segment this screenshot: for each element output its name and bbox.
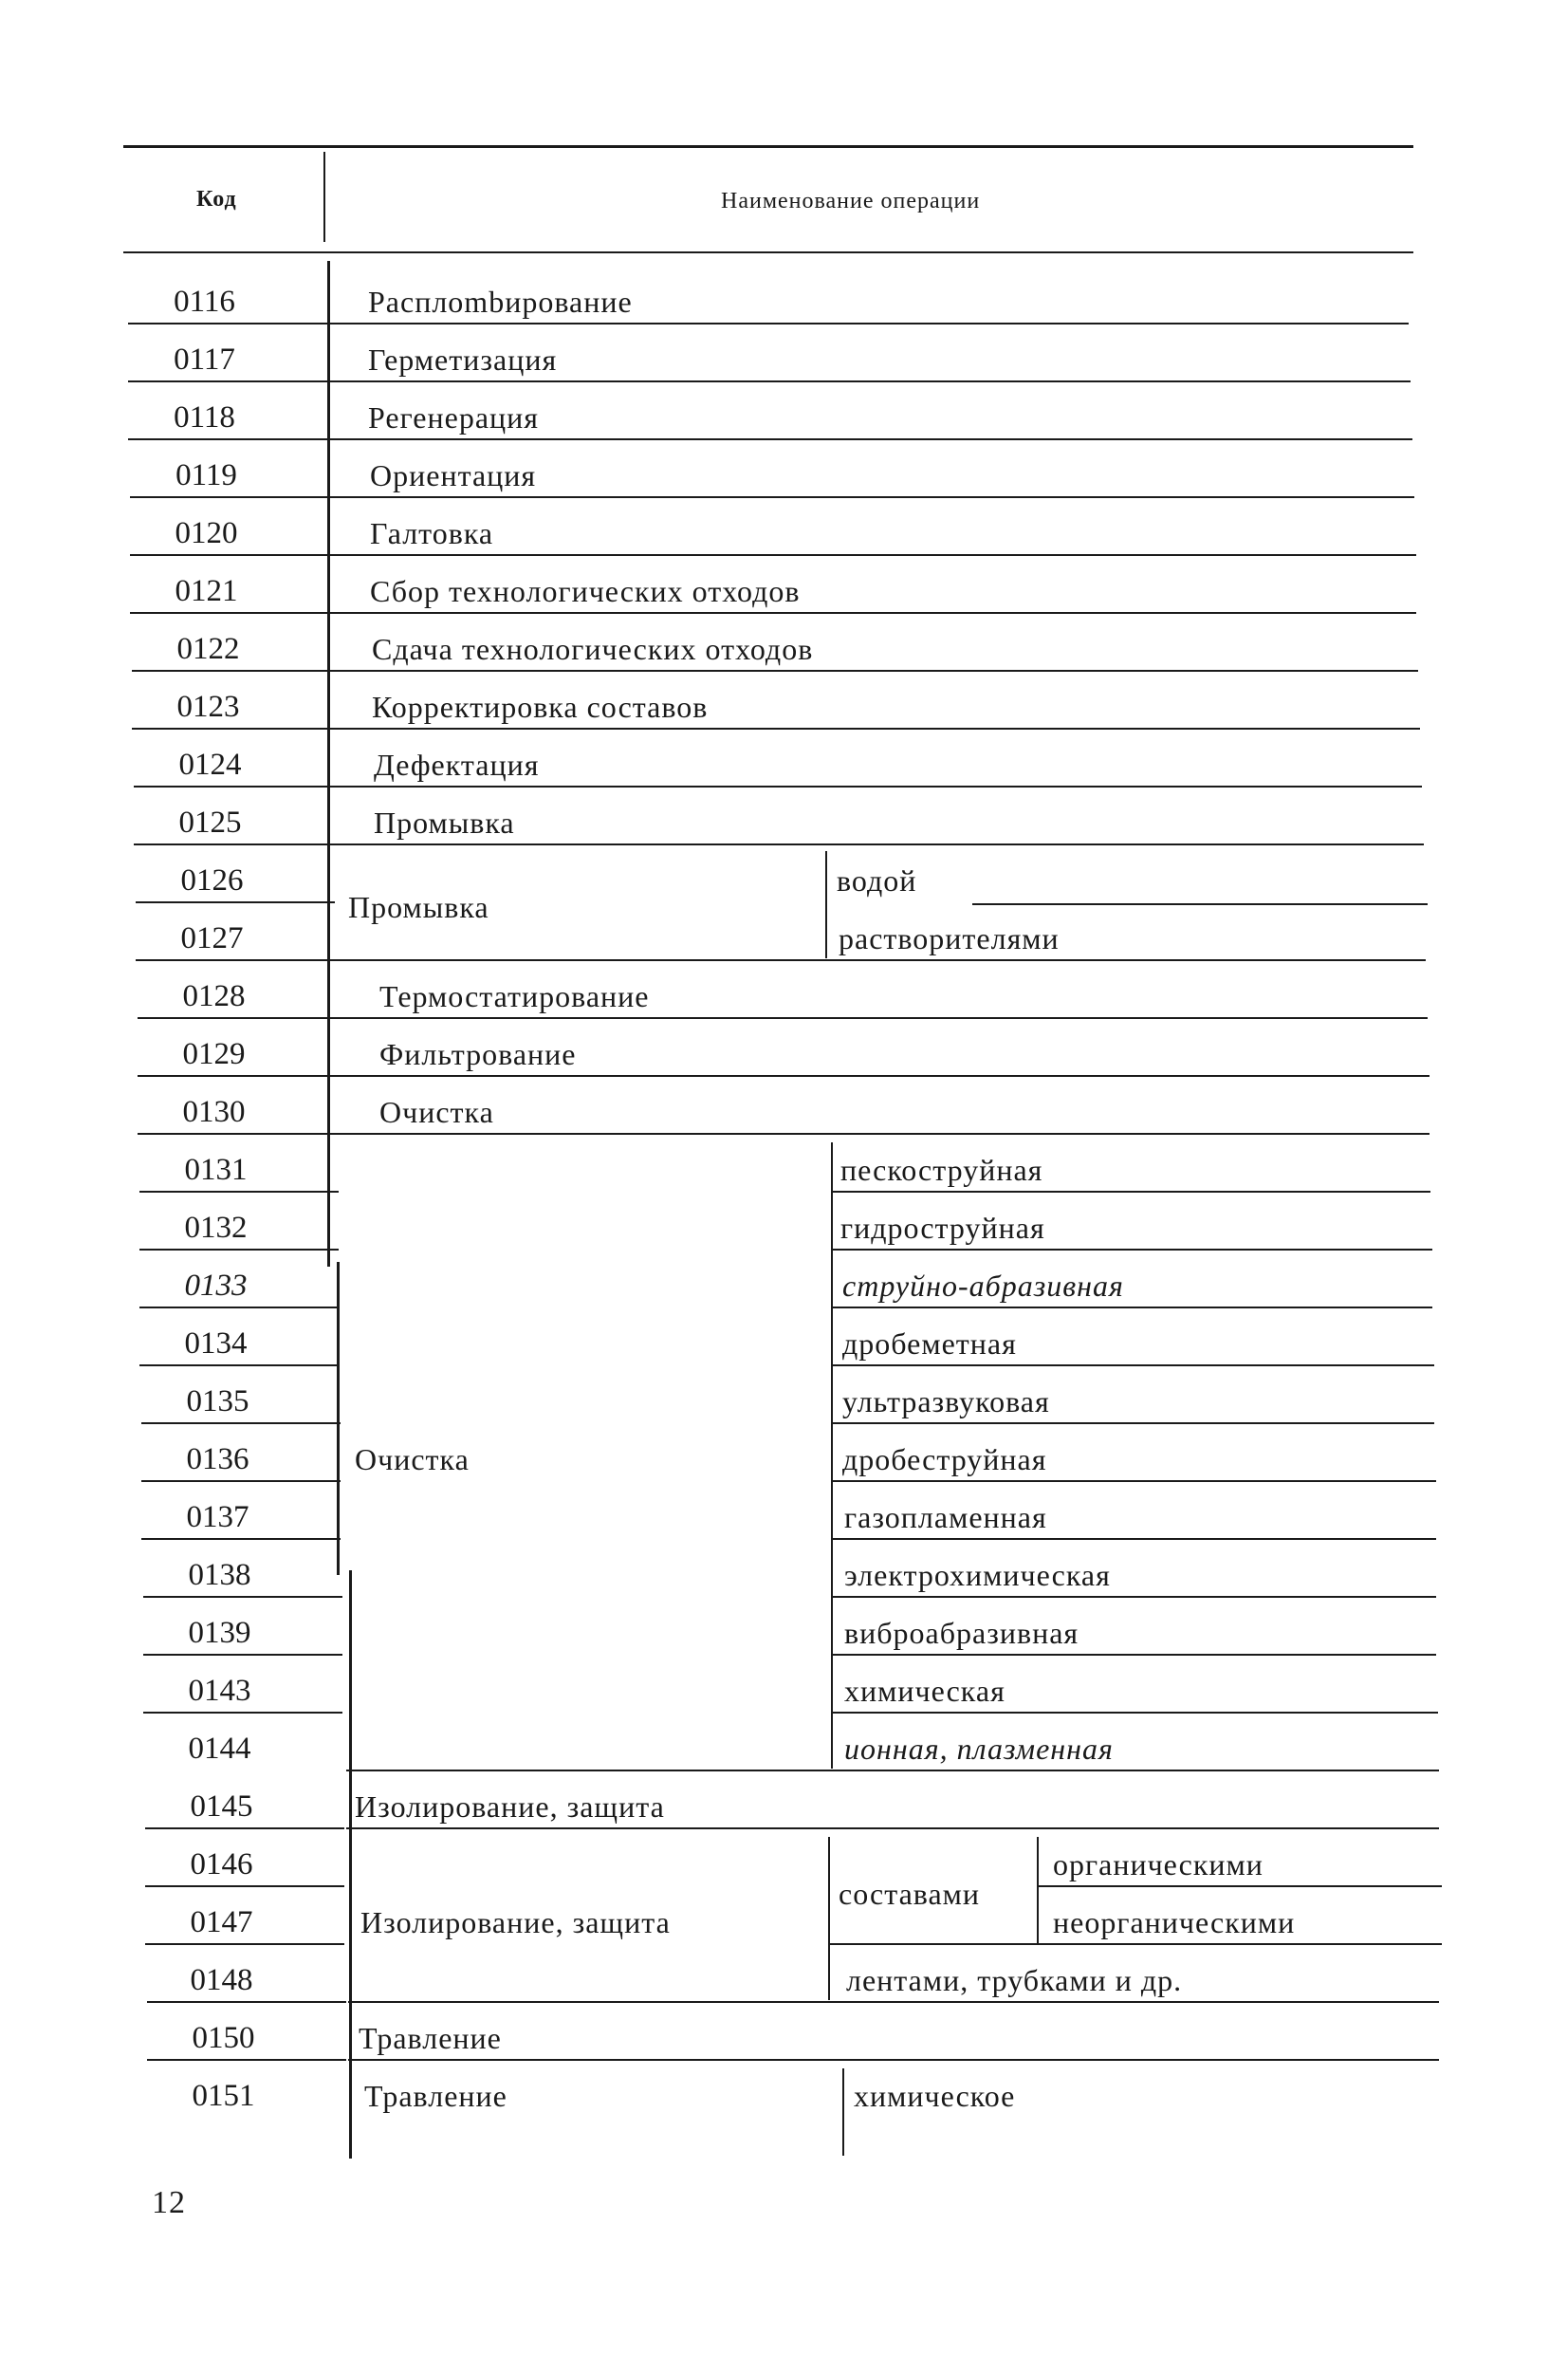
group-label-izolirovanie: Изолирование, защита bbox=[360, 1905, 671, 1939]
row-name: Ориентация bbox=[370, 458, 537, 492]
row-code: 0123 bbox=[176, 690, 240, 724]
page-number: 12 bbox=[152, 2185, 186, 2220]
row-name: Фильтрование bbox=[379, 1037, 577, 1071]
row-rule bbox=[128, 380, 327, 382]
row-code: 0148 bbox=[190, 1963, 253, 1997]
code-column-divider-bottom bbox=[349, 1570, 352, 2159]
row-rule bbox=[143, 1654, 342, 1656]
row-rule bbox=[134, 843, 333, 845]
row-rule bbox=[346, 1770, 1439, 1771]
code-column-divider bbox=[327, 261, 330, 1267]
row-code: 0139 bbox=[188, 1616, 251, 1650]
row-rule bbox=[130, 554, 329, 556]
row-name: Герметизация bbox=[368, 343, 558, 377]
row-rule bbox=[139, 1191, 339, 1193]
row-name: ультразвуковая bbox=[842, 1384, 1050, 1418]
row-name: Очистка bbox=[379, 1095, 494, 1129]
row-rule bbox=[333, 786, 1422, 788]
subgroup-divider bbox=[825, 851, 827, 958]
row-rule bbox=[833, 1307, 1432, 1308]
header-bottom-rule bbox=[123, 251, 1413, 253]
row-rule bbox=[833, 1249, 1432, 1251]
row-rule bbox=[138, 1075, 337, 1077]
header-name-label: Наименование операции bbox=[721, 189, 981, 213]
row-rule bbox=[141, 1422, 341, 1424]
row-rule bbox=[147, 2059, 346, 2061]
row-rule bbox=[138, 1133, 337, 1135]
row-rule bbox=[331, 670, 1418, 672]
row-rule bbox=[132, 670, 331, 672]
row-rule bbox=[833, 1480, 1436, 1482]
row-rule bbox=[139, 1249, 339, 1251]
row-code: 0117 bbox=[174, 343, 235, 377]
row-rule bbox=[348, 2059, 1439, 2061]
row-rule bbox=[143, 1712, 342, 1714]
row-code: 0146 bbox=[190, 1847, 253, 1881]
subgroup-divider bbox=[842, 2068, 844, 2156]
row-rule bbox=[132, 728, 331, 730]
row-code: 0135 bbox=[186, 1384, 249, 1418]
row-rule bbox=[327, 380, 1411, 382]
row-code: 0131 bbox=[184, 1153, 248, 1187]
header-code-label: Код bbox=[196, 187, 237, 212]
row-name: лентами, трубками и др. bbox=[846, 1963, 1183, 1997]
row-code: 0122 bbox=[176, 632, 240, 666]
row-rule bbox=[138, 1017, 337, 1019]
row-rule bbox=[134, 786, 333, 788]
row-code: 0124 bbox=[178, 748, 242, 782]
row-rule bbox=[337, 1017, 1428, 1019]
row-code: 0132 bbox=[184, 1211, 248, 1245]
row-code: 0128 bbox=[182, 979, 246, 1013]
row-rule bbox=[329, 496, 1414, 498]
row-rule bbox=[130, 612, 329, 614]
header-divider bbox=[323, 152, 325, 242]
row-rule bbox=[833, 1654, 1436, 1656]
row-rule bbox=[128, 438, 327, 440]
row-name: химическая bbox=[844, 1674, 1005, 1708]
row-name: Регенерация bbox=[368, 400, 539, 435]
row-rule bbox=[147, 2001, 346, 2003]
row-name: водой bbox=[837, 863, 917, 898]
row-rule bbox=[327, 323, 1409, 324]
row-name: Травление bbox=[359, 2021, 502, 2055]
row-rule bbox=[136, 959, 335, 961]
row-rule bbox=[329, 612, 1416, 614]
row-rule bbox=[833, 1596, 1436, 1598]
row-code: 0130 bbox=[182, 1095, 246, 1129]
row-rule bbox=[346, 1827, 1439, 1829]
row-rule bbox=[972, 903, 1428, 905]
row-rule bbox=[337, 1133, 1430, 1135]
row-rule bbox=[833, 1422, 1434, 1424]
row-rule bbox=[136, 901, 335, 903]
row-name: дробеметная bbox=[842, 1326, 1017, 1361]
row-name: неорганическими bbox=[1053, 1905, 1296, 1939]
row-rule bbox=[327, 438, 1412, 440]
row-rule bbox=[128, 323, 327, 324]
row-name: Расплombирование bbox=[368, 285, 633, 319]
row-code: 0143 bbox=[188, 1674, 251, 1708]
group-label-travlenie: Травление bbox=[364, 2079, 507, 2113]
row-rule bbox=[130, 496, 329, 498]
row-rule bbox=[830, 1943, 1442, 1945]
row-name: дробеструйная bbox=[842, 1442, 1047, 1476]
group-label-promyvka: Промывка bbox=[348, 890, 489, 924]
row-rule bbox=[145, 1885, 344, 1887]
row-rule bbox=[141, 1480, 341, 1482]
row-code: 0138 bbox=[188, 1558, 251, 1592]
row-rule bbox=[141, 1538, 341, 1540]
row-code: 0116 bbox=[174, 285, 235, 319]
row-name: пескоструйная bbox=[840, 1153, 1043, 1187]
row-code: 0129 bbox=[182, 1037, 246, 1071]
row-code: 0133 bbox=[184, 1269, 248, 1303]
row-rule bbox=[833, 1538, 1436, 1540]
row-code: 0150 bbox=[192, 2021, 255, 2055]
row-rule bbox=[335, 959, 1426, 961]
row-name: растворителями bbox=[839, 921, 1060, 955]
row-rule bbox=[143, 1596, 342, 1598]
row-rule bbox=[833, 1712, 1438, 1714]
subgroup-divider bbox=[831, 1142, 833, 1769]
row-rule bbox=[331, 728, 1420, 730]
row-name: Сбор технологических отходов bbox=[370, 574, 801, 608]
row-rule bbox=[1039, 1885, 1442, 1887]
row-code: 0125 bbox=[178, 806, 242, 840]
group-label-ochistka: Очистка bbox=[355, 1442, 470, 1476]
row-code: 0121 bbox=[175, 574, 238, 608]
row-code: 0151 bbox=[192, 2079, 255, 2113]
row-name: Корректировка составов bbox=[372, 690, 709, 724]
row-name: Дефектация bbox=[374, 748, 540, 782]
row-code: 0147 bbox=[190, 1905, 253, 1939]
row-name: ионная, плазменная bbox=[844, 1732, 1114, 1766]
row-code: 0118 bbox=[174, 400, 235, 435]
row-name: газопламенная bbox=[844, 1500, 1047, 1534]
code-column-divider-lower bbox=[337, 1262, 340, 1575]
row-name: электрохимическая bbox=[844, 1558, 1111, 1592]
row-rule bbox=[145, 1827, 344, 1829]
row-name: Промывка bbox=[374, 806, 515, 840]
subgroup-divider bbox=[828, 1837, 830, 2000]
row-rule bbox=[333, 843, 1424, 845]
row-code: 0144 bbox=[188, 1732, 251, 1766]
row-code: 0137 bbox=[186, 1500, 249, 1534]
row-rule bbox=[337, 1075, 1430, 1077]
subgroup-divider bbox=[1037, 1837, 1039, 1943]
subgroup-label-sostavami: составами bbox=[839, 1877, 981, 1911]
row-code: 0126 bbox=[180, 863, 244, 898]
row-code: 0120 bbox=[175, 516, 238, 550]
row-rule bbox=[348, 2001, 1439, 2003]
row-name: органическими bbox=[1053, 1847, 1264, 1881]
row-name: виброабразивная bbox=[844, 1616, 1079, 1650]
row-rule bbox=[145, 1943, 344, 1945]
row-name: Сдача технологических отходов bbox=[372, 632, 814, 666]
row-rule bbox=[139, 1307, 339, 1308]
row-name: Изолирование, защита bbox=[355, 1789, 665, 1824]
table-top-rule bbox=[123, 145, 1413, 148]
row-name: Термостатирование bbox=[379, 979, 650, 1013]
row-code: 0119 bbox=[175, 458, 237, 492]
row-name: струйно-абразивная bbox=[842, 1269, 1124, 1303]
row-code: 0134 bbox=[184, 1326, 248, 1361]
row-name: гидроструйная bbox=[840, 1211, 1045, 1245]
row-rule bbox=[833, 1191, 1430, 1193]
row-rule bbox=[833, 1364, 1434, 1366]
row-name: Галтовка bbox=[370, 516, 494, 550]
row-code: 0127 bbox=[180, 921, 244, 955]
row-code: 0136 bbox=[186, 1442, 249, 1476]
row-code: 0145 bbox=[190, 1789, 253, 1824]
row-rule bbox=[139, 1364, 339, 1366]
row-rule bbox=[329, 554, 1416, 556]
row-name: химическое bbox=[854, 2079, 1016, 2113]
